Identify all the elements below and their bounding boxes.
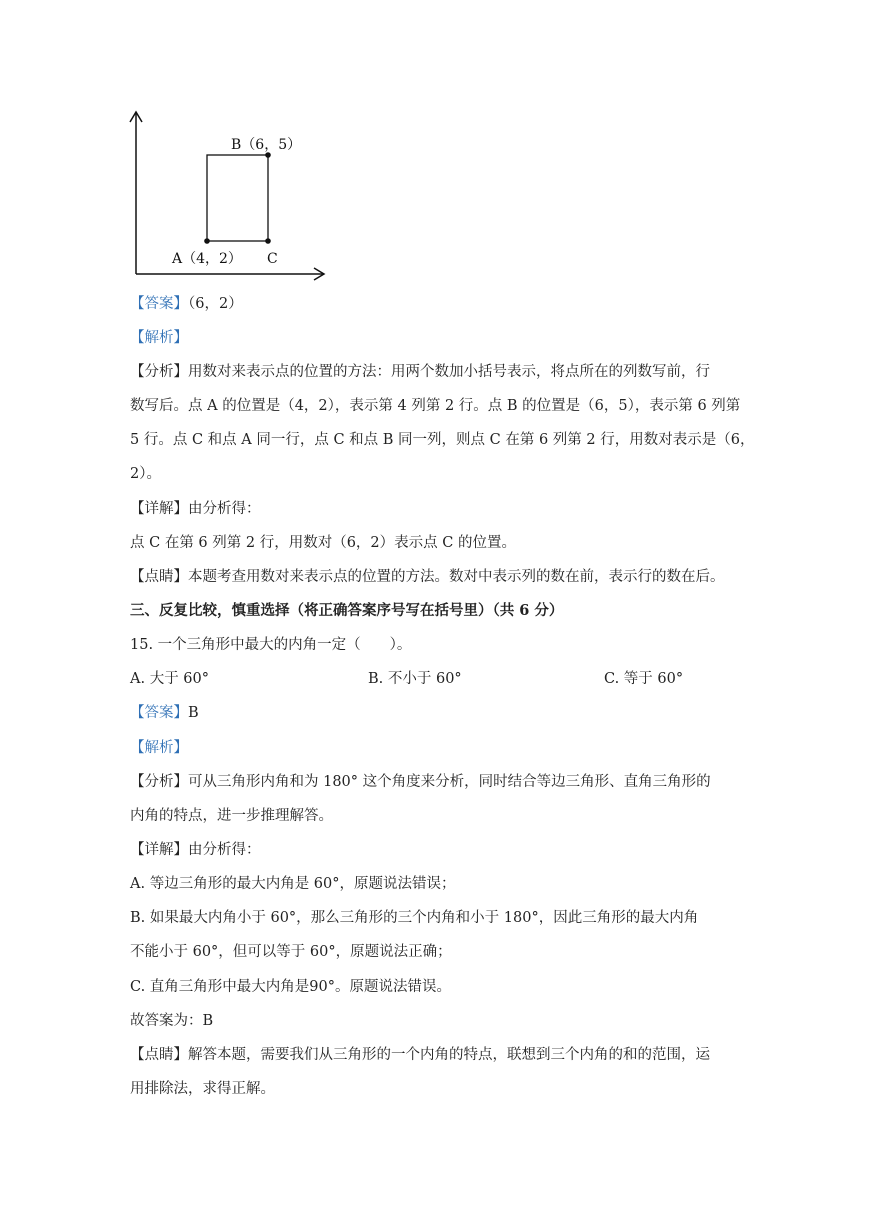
q14-fenxi-3: 5 行。点 C 和点 A 同一行，点 C 和点 B 同一列，则点 C 在第 6 列第 2 行，用数对表示是（6， [130, 432, 755, 448]
q15-dianjing-2: 用排除法，求得正解。 [130, 1081, 275, 1097]
dianjing-tag: 【点睛】 [130, 1047, 188, 1063]
rectangle [207, 155, 268, 241]
fenxi-text: 用数对来表示点的位置的方法：用两个数加小括号表示，将点所在的列数写前，行 [188, 364, 710, 380]
q15-line-b2: 不能小于 60°，但可以等于 60°，原题说法正确； [130, 944, 452, 960]
point-a [204, 238, 210, 244]
coordinate-diagram [120, 100, 350, 290]
xiangjie-tag: 【详解】 [130, 842, 188, 858]
q15-line-c: C. 直角三角形中最大内角是90°。原题说法错误。 [130, 979, 451, 995]
q15-xiangjie-1 [130, 840, 261, 860]
label-c: C [267, 251, 278, 267]
label-b: B（6，5） [231, 137, 302, 153]
q15-analysis-line [130, 738, 188, 758]
dianjing-tag: 【点睛】 [130, 569, 188, 585]
analysis-tag: 【解析】 [130, 740, 188, 756]
q14-answer-line [130, 294, 243, 314]
dianjing-text: 本题考查用数对来表示点的位置的方法。数对中表示列的数在前，表示行的数在后。 [188, 569, 725, 585]
q14-xiangjie-1 [130, 499, 261, 519]
q14-xiangjie-2: 点 C 在第 6 列第 2 行，用数对（6，2）表示点 C 的位置。 [130, 535, 516, 551]
q14-fenxi-2: 数写后。点 A 的位置是（4，2），表示第 4 列第 2 行。点 B 的位置是（6，5），表示第 6 列第 [130, 398, 741, 414]
q15-line-b1: B. 如果最大内角小于 60°，那么三角形的三个内角和小于 180°，因此三角形的最大内角 [130, 910, 699, 926]
fenxi-tag: 【分析】 [130, 774, 188, 790]
dianjing-text: 解答本题，需要我们从三角形的一个内角的特点，联想到三个内角的和的范围，运 [188, 1047, 710, 1063]
answer-tag: 【答案】 [130, 705, 188, 721]
xiangjie-text: 由分析得： [188, 842, 261, 858]
xiangjie-text: 由分析得： [188, 501, 261, 517]
label-a: A（4，2） [172, 251, 242, 267]
point-c [265, 238, 271, 244]
section-3-title: 三、反复比较，慎重选择（将正确答案序号写在括号里）（共 6 分） [130, 602, 564, 619]
q15-answer-line [130, 703, 199, 723]
q15-fenxi-2: 内角的特点，进一步推理解答。 [130, 808, 333, 824]
point-b [265, 152, 271, 158]
fenxi-tag: 【分析】 [130, 364, 188, 380]
analysis-tag: 【解析】 [130, 330, 188, 346]
fenxi-text: 可从三角形内角和为 180° 这个角度来分析，同时结合等边三角形、直角三角形的 [188, 774, 711, 790]
q15-line-a: A. 等边三角形的最大内角是 60°，原题说法错误； [130, 876, 456, 892]
q15-option-a: A. 大于 60° [130, 671, 209, 687]
answer-text: （6，2） [188, 296, 243, 312]
q15-option-b: B. 不小于 60° [368, 671, 462, 687]
coordinate-figure [120, 100, 350, 290]
q14-dianjing [130, 567, 725, 587]
q15-question: 15. 一个三角形中最大的内角一定（ ）。 [130, 637, 412, 653]
q15-fenxi-1 [130, 772, 711, 792]
answer-tag: 【答案】 [130, 296, 188, 312]
q14-fenxi-4: 2）。 [130, 466, 161, 482]
xiangjie-tag: 【详解】 [130, 501, 188, 517]
q15-option-c: C. 等于 60° [604, 671, 684, 687]
answer-text: B [188, 705, 199, 721]
q14-analysis-line [130, 328, 188, 348]
q15-conclusion: 故答案为：B [130, 1013, 214, 1029]
q14-fenxi-1 [130, 362, 710, 382]
q15-dianjing-1 [130, 1045, 710, 1065]
